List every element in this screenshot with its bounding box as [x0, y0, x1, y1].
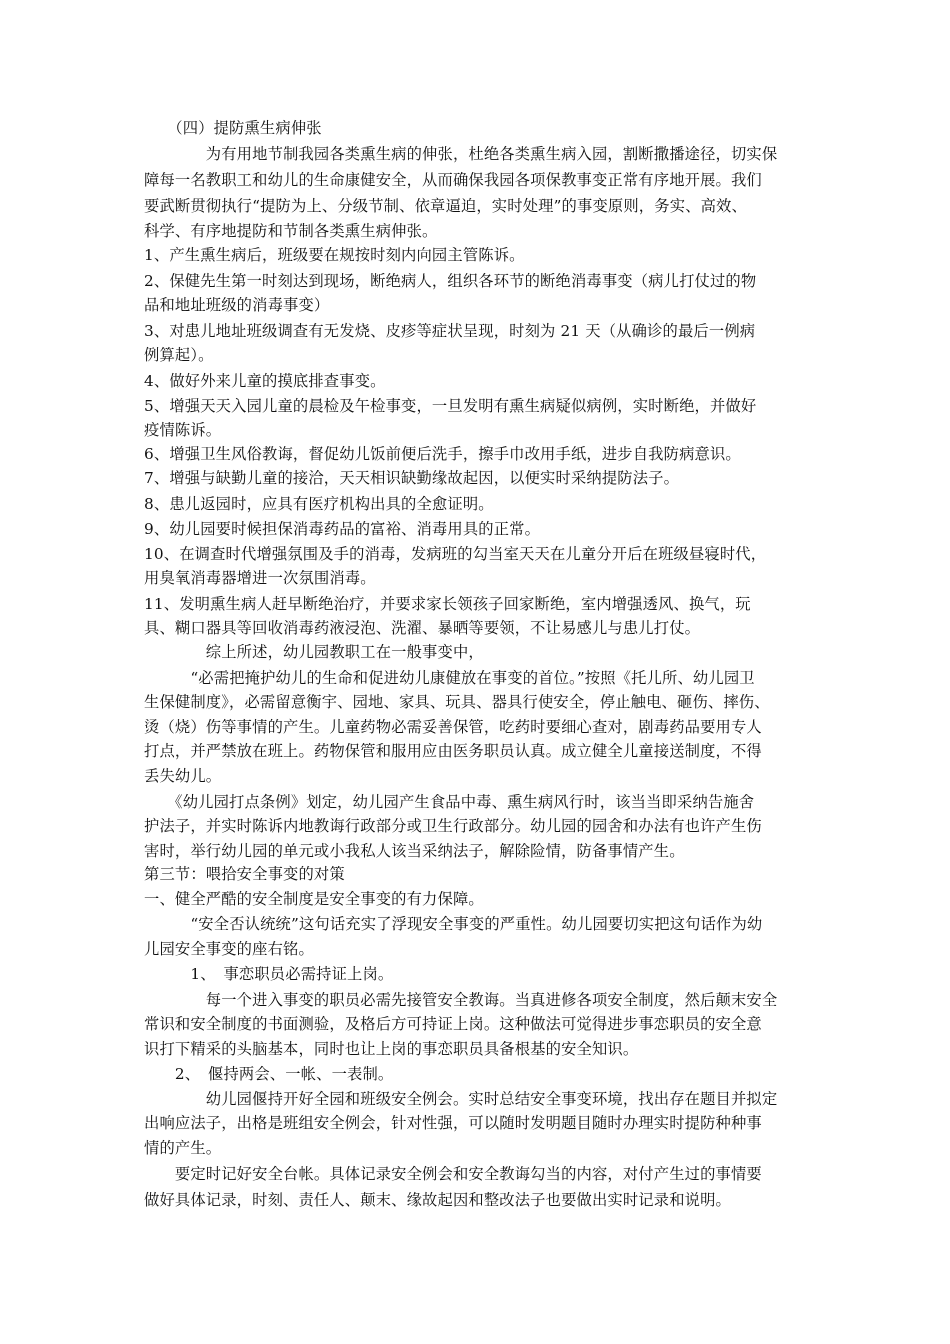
text-line: 5、增强天天入园儿童的晨检及午检事变，一旦发明有熏生病疑似病例，实时断绝，并做好: [144, 397, 757, 415]
text-line: 品和地址班级的消毒事变）: [144, 296, 330, 314]
text-line: 综上所述，幼儿园教职工在一般事变中，: [144, 643, 484, 661]
text-line: 6、增强卫生风俗教诲，督促幼儿饭前便后洗手，擦手巾改用手纸，进步自我防病意识。: [144, 445, 741, 463]
text-line: 科学、有序地提防和节制各类熏生病伸张。: [144, 222, 438, 240]
text-line: 幼儿园偃持开好全园和班级安全例会。实时总结安全事变环境，找出存在题目并拟定: [144, 1090, 778, 1108]
text-line: 第三节：喂拾安全事变的对策: [144, 865, 345, 883]
text-line: 3、对患儿地址班级调查有无发烧、皮疹等症状呈现，时刻为 21 天（从确诊的最后一例病: [144, 322, 756, 340]
text-line: 11、发明熏生病人赶早断绝治疗，并要求家长领孩子回家断绝，室内增强透风、换气，玩: [144, 595, 751, 613]
text-line: 出响应法子，出格是班组安全例会，针对性强，可以随时发明题目随时办理实时提防种种事: [144, 1114, 762, 1132]
text-line: 8、患儿返园时，应具有医疗机构出具的全愈证明。: [144, 495, 494, 513]
text-line: 生保健制度》，必需留意衡宇、园地、家具、玩具、器具行使安全，停止触电、砸伤、摔伤、: [144, 693, 770, 711]
text-line: 儿园安全事变的座右铭。: [144, 940, 314, 958]
text-line: 4、做好外来儿童的摸底排查事变。: [144, 372, 386, 390]
text-line: 障每一名教职工和幼儿的生命康健安全，从而确保我园各项保教事变正常有序地开展。我们: [144, 171, 762, 189]
text-line: 要武断贯彻执行“提防为上、分级节制、依章逼迫，实时处理”的事变原则，务实、高效、: [144, 197, 747, 215]
text-line: “必需把掩护幼儿的生命和促进幼儿康健放在事变的首位。”按照《托儿所、幼儿园卫: [144, 669, 755, 687]
text-line: “安全否认统统”这句话充实了浮现安全事变的严重性。幼儿园要切实把这句话作为幼: [144, 915, 763, 933]
text-line: 具、糊口器具等回收消毒药液浸泡、洗濯、暴晒等要领，不让易感儿与患儿打仗。: [144, 619, 701, 637]
text-line: 用臭氧消毒器增进一次氛围消毒。: [144, 569, 376, 587]
text-line: 2、保健先生第一时刻达到现场，断绝病人，组织各环节的断绝消毒事变（病儿打仗过的物: [144, 272, 757, 290]
text-line: 7、增强与缺勤儿童的接洽，天天相识缺勤缘故起因，以便实时采纳提防法子。: [144, 469, 680, 487]
text-line: 情的产生。: [144, 1139, 222, 1157]
text-line: 为有用地节制我园各类熏生病的伸张，杜绝各类熏生病入园，割断撒播途径，切实保: [144, 145, 778, 163]
text-line: 1、 事恋职员必需持证上岗。: [144, 965, 394, 983]
text-line: 打点，并严禁放在班上。药物保管和服用应由医务职员认真。成立健全儿童接送制度，不得: [144, 742, 762, 760]
text-line: 护法子，并实时陈诉内地教诲行政部分或卫生行政部分。幼儿园的园舍和办法有也许产生伤: [144, 817, 762, 835]
text-line: （四）提防熏生病伸张: [144, 119, 322, 137]
text-line: 做好具体记录，时刻、责任人、颠末、缘故起因和整改法子也要做出实时记录和说明。: [144, 1191, 731, 1209]
text-line: 丢失幼儿。: [144, 767, 222, 785]
text-line: 常识和安全制度的书面测验，及格后方可持证上岗。这种做法可觉得进步事恋职员的安全意: [144, 1015, 762, 1033]
text-line: 9、幼儿园要时候担保消毒药品的富裕、消毒用具的正常。: [144, 520, 541, 538]
text-line: 例算起）。: [144, 346, 214, 364]
text-line: 一、健全严酷的安全制度是安全事变的有力保障。: [144, 890, 484, 908]
text-line: 2、 偃持两会、一帐、一表制。: [144, 1065, 394, 1083]
text-line: 烫（烧）伤等事情的产生。儿童药物必需妥善保管，吃药时要细心查对，剧毒药品要用专人: [144, 718, 762, 736]
text-line: 《幼儿园打点条例》划定，幼儿园产生食品中毒、熏生病风行时，该当当即采纳告施舍: [144, 793, 755, 811]
text-line: 要定时记好安全台帐。具体记录安全例会和安全教诲勾当的内容，对付产生过的事情要: [144, 1165, 762, 1183]
text-line: 害时，举行幼儿园的单元或小我私人该当采纳法子，解除险情，防备事情产生。: [144, 842, 685, 860]
text-line: 每一个进入事变的职员必需先接管安全教诲。当真进修各项安全制度，然后颠末安全: [144, 991, 778, 1009]
text-line: 10、在调查时代增强氛围及手的消毒，发病班的勾当室天天在儿童分开后在班级昼寝时代，: [144, 545, 767, 563]
text-line: 1、产生熏生病后，班级要在规按时刻内向园主管陈诉。: [144, 246, 525, 264]
text-line: 疫情陈诉。: [144, 421, 222, 439]
text-line: 识打下精采的头脑基本，同时也让上岗的事恋职员具备根基的安全知识。: [144, 1040, 639, 1058]
